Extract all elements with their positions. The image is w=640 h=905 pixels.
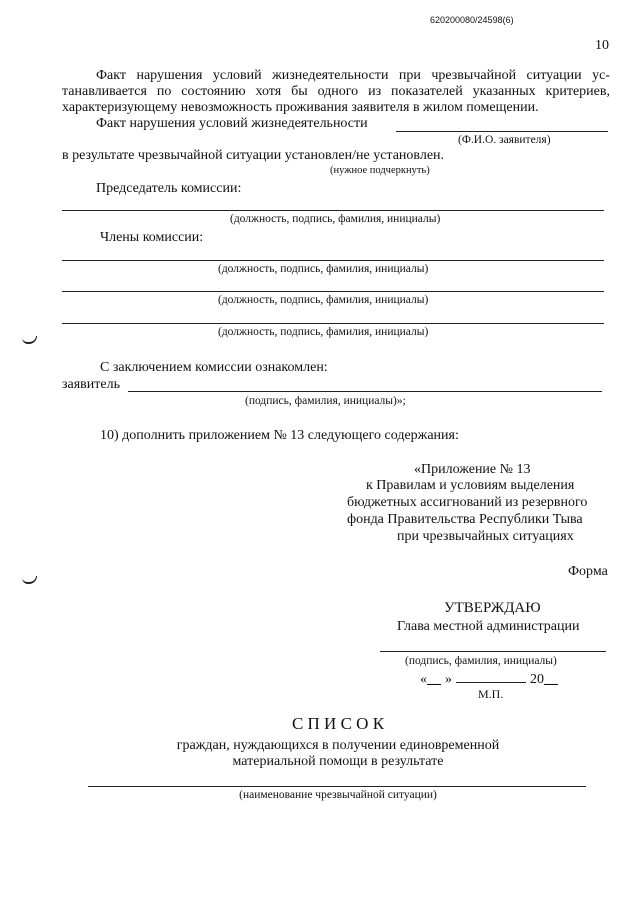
acquaint-title: С заключением комиссии ознакомлен: — [100, 360, 328, 375]
chairman-line — [62, 210, 604, 211]
emergency-name-caption: (наименование чрезвычайной ситуации) — [239, 789, 437, 801]
appendix-line-3: бюджетных ассигнований из резервного — [347, 495, 588, 510]
appendix-line-5: при чрезвычайных ситуациях — [397, 529, 574, 544]
paragraph-line-1: Факт нарушения условий жизнедеятельности при чрезвычайной ситуации ус- — [96, 68, 610, 83]
violation-result: в результате чрезвычайной ситуации установлен/не установлен. — [62, 148, 445, 163]
underline-hint: (нужное подчеркнуть) — [330, 165, 430, 176]
item-10: 10) дополнить приложением № 13 следующего содержания: — [100, 428, 459, 443]
margin-mark-1 — [22, 336, 37, 344]
member-line-1 — [62, 260, 604, 261]
appendix-line-2: к Правилам и условиям выделения — [366, 478, 575, 493]
applicant-name-line — [396, 131, 608, 132]
member-caption-2: (должность, подпись, фамилия, инициалы) — [218, 294, 429, 306]
member-line-2 — [62, 291, 604, 292]
approve-sign-line — [380, 651, 606, 652]
member-caption-3: (должность, подпись, фамилия, инициалы) — [218, 326, 429, 338]
paragraph-line-2: танавливается по состоянию хотя бы одного из показателей указанных критериев, — [62, 84, 610, 99]
date-open-quote: « — [420, 672, 427, 687]
stamp-label: М.П. — [478, 687, 504, 701]
margin-mark-2 — [22, 576, 37, 584]
date-close-quote: » — [445, 672, 452, 687]
approve-head: Глава местной администрации — [397, 619, 580, 634]
date-day-blank: __ — [427, 672, 441, 687]
document-code: 620200080/24598(6) — [430, 15, 514, 25]
violation-label: Факт нарушения условий жизнедеятельности — [96, 116, 368, 131]
approve-title: УТВЕРЖДАЮ — [444, 600, 541, 616]
fio-caption: (Ф.И.О. заявителя) — [458, 134, 551, 146]
appendix-line-4: фонда Правительства Республики Тыва — [347, 512, 583, 527]
date-year-prefix: 20 — [530, 672, 544, 687]
applicant-label: заявитель — [62, 377, 120, 392]
form-label: Форма — [568, 564, 608, 579]
chairman-label: Председатель комиссии: — [96, 181, 242, 196]
appendix-line-1: «Приложение № 13 — [414, 462, 531, 477]
applicant-sign-caption: (подпись, фамилия, инициалы)»; — [245, 395, 406, 407]
date-month-blank — [456, 670, 526, 683]
member-caption-1: (должность, подпись, фамилия, инициалы) — [218, 263, 429, 275]
applicant-sign-line — [128, 391, 602, 392]
approve-caption: (подпись, фамилия, инициалы) — [405, 655, 557, 667]
approve-date — [420, 670, 560, 688]
list-line-1: граждан, нуждающихся в получении единовременной — [176, 738, 500, 753]
chairman-caption: (должность, подпись, фамилия, инициалы) — [230, 213, 441, 225]
emergency-name-line — [88, 786, 586, 787]
member-line-3 — [62, 323, 604, 324]
list-title: С П И С О К — [291, 714, 385, 733]
page-number: 10 — [595, 38, 609, 53]
paragraph-line-3: характеризующему невозможность проживания заявителя в жилом помещении. — [62, 100, 539, 115]
date-year-blank: __ — [544, 672, 558, 687]
list-line-2: материальной помощи в результате — [232, 754, 444, 769]
members-label: Члены комиссии: — [100, 230, 204, 245]
